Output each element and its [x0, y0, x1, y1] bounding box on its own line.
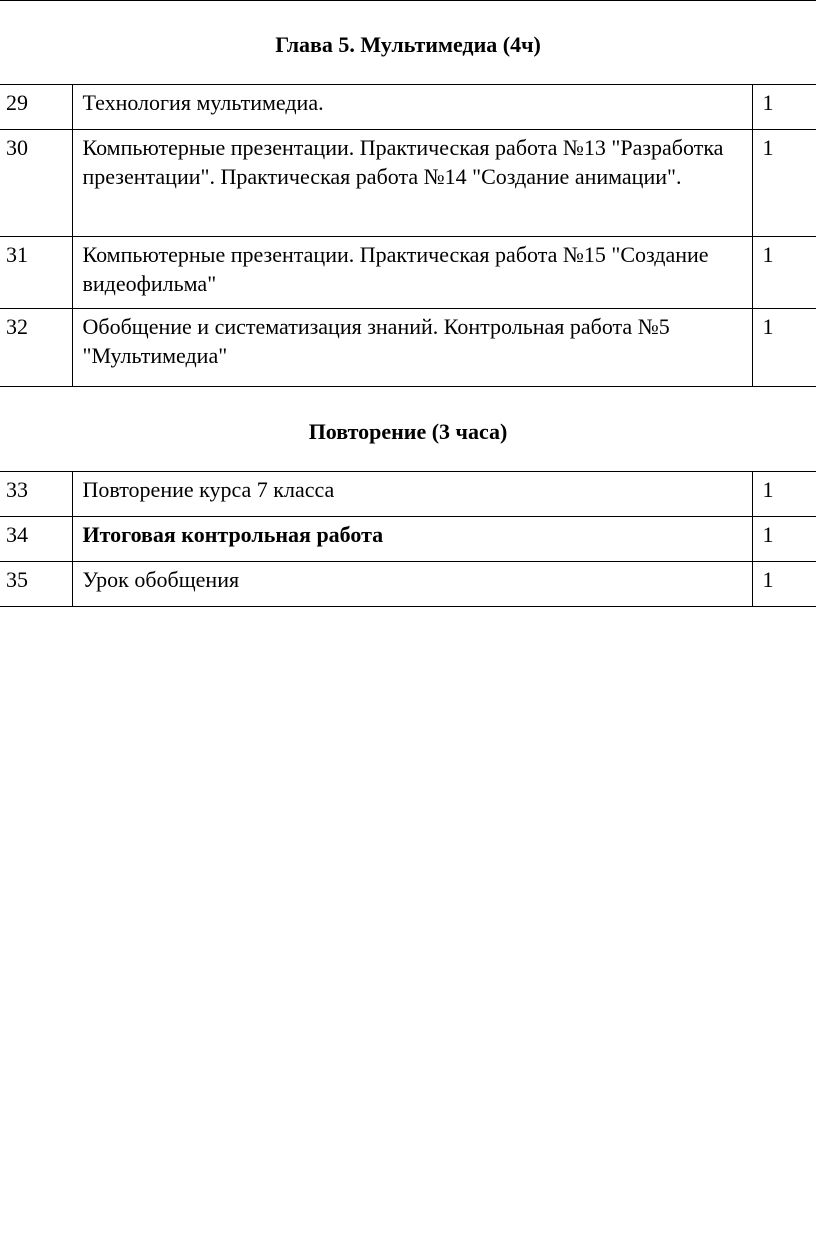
lesson-hours: 1: [752, 562, 816, 607]
lesson-number: 29: [0, 85, 72, 130]
table-row: [0, 130, 816, 237]
table-row: [0, 472, 816, 517]
lesson-topic: Урок обобщения: [72, 562, 752, 607]
lesson-hours: 1: [752, 85, 816, 130]
lesson-hours: 1: [752, 130, 816, 237]
lesson-number: 33: [0, 472, 72, 517]
lesson-topic: Технология мультимедиа.: [72, 85, 752, 130]
lesson-topic: Итоговая контрольная работа: [72, 517, 752, 562]
review-table: [0, 471, 816, 607]
lesson-topic: Обобщение и систематизация знаний. Контрольная работа №5 "Мультимедиа": [72, 309, 752, 387]
lesson-hours: 1: [752, 472, 816, 517]
table-row: [0, 562, 816, 607]
table-row: [0, 517, 816, 562]
lesson-number: 35: [0, 562, 72, 607]
lesson-hours: 1: [752, 517, 816, 562]
top-rule: [0, 0, 816, 1]
lesson-topic: Повторение курса 7 класса: [72, 472, 752, 517]
chapter5-table: [0, 84, 816, 387]
lesson-hours: 1: [752, 309, 816, 387]
review-title: Повторение (3 часа): [308, 419, 508, 444]
table-row: [0, 85, 816, 130]
lesson-topic: Компьютерные презентации. Практическая работа №13 "Разработка презентации". Практическая работа №14 "Создание анимации".: [72, 130, 752, 237]
lesson-number: 34: [0, 517, 72, 562]
lesson-number: 32: [0, 309, 72, 387]
chapter5-title: Глава 5. Мультимедиа (4ч): [275, 32, 541, 57]
lesson-hours: 1: [752, 237, 816, 309]
lesson-number: 31: [0, 237, 72, 309]
table-row: [0, 309, 816, 387]
table-row: [0, 237, 816, 309]
lesson-topic: Компьютерные презентации. Практическая работа №15 "Создание видеофильма": [72, 237, 752, 309]
lesson-number: 30: [0, 130, 72, 237]
